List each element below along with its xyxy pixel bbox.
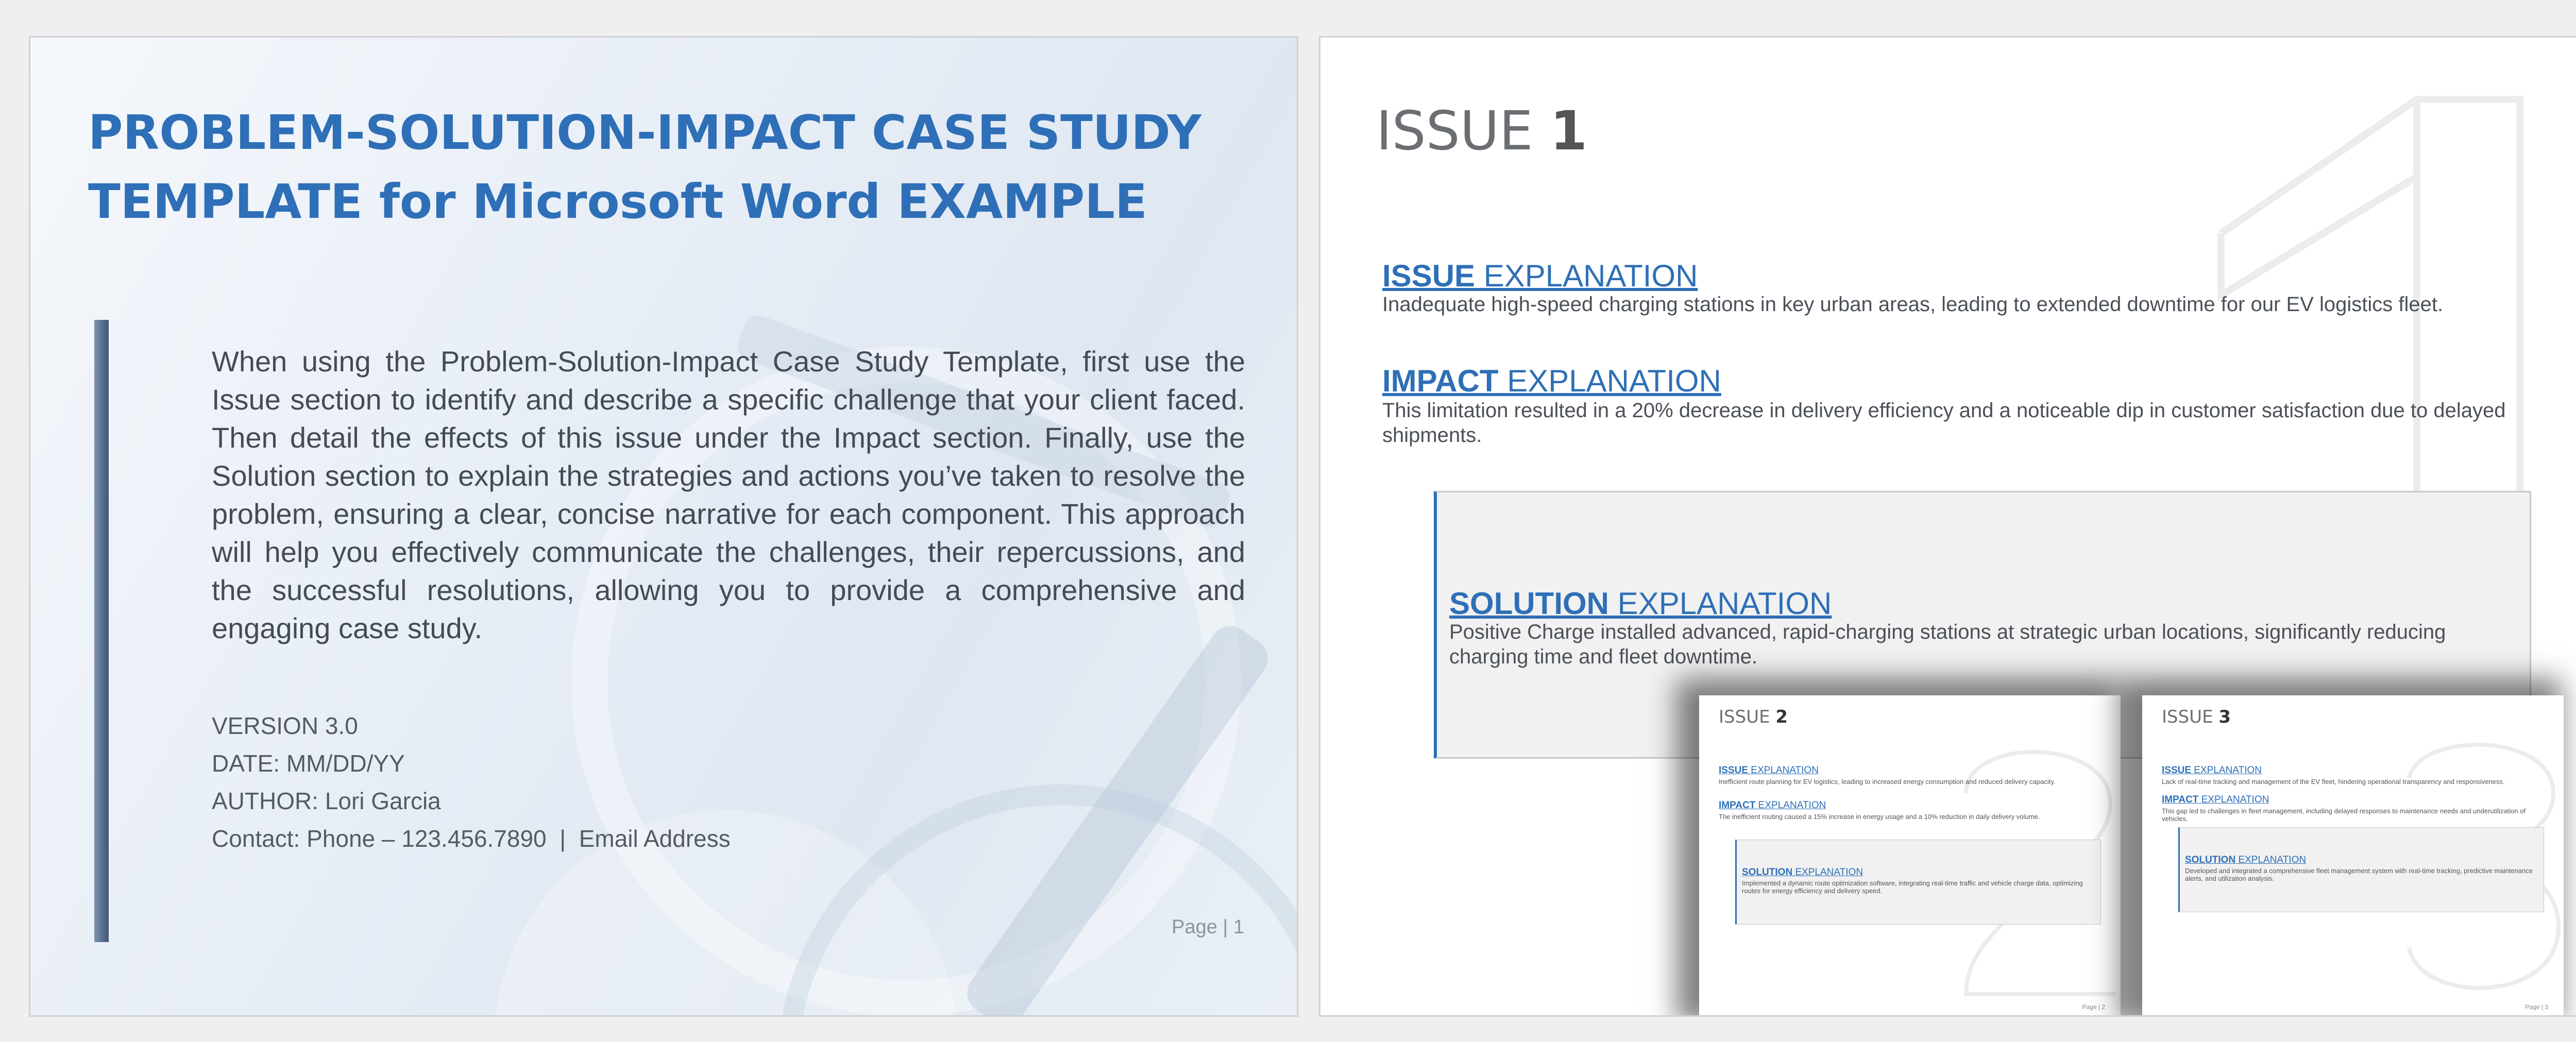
thumb-impact-rest: EXPLANATION [1755, 800, 1826, 811]
thumb-impact-explanation-heading [1719, 800, 1826, 811]
thumb-issue-number: 3 [2218, 707, 2231, 727]
thumb-solution-explanation-text: Developed and integrated a comprehensive fleet management system with real-time tracking, predictive maintenance alerts, and utilization analysis. [2185, 867, 2533, 882]
thumb-impact-bold: IMPACT [2162, 794, 2199, 805]
thumb-issue-heading [2162, 707, 2231, 727]
issue-heading [1376, 99, 1587, 162]
thumb-impact-explanation-text: This gap led to challenges in fleet management, including delayed responses to maintenance needs and underutilization of vehicles. [2162, 807, 2526, 823]
issue-rest: EXPLANATION [1475, 259, 1698, 293]
thumb-page-number: Page | 2 [2082, 1003, 2105, 1011]
issue-heading-label: ISSUE [1376, 99, 1533, 162]
thumb-solution-box [2178, 827, 2544, 912]
cover-title-line1: PROBLEM-SOLUTION-IMPACT CASE STUDY [88, 105, 1201, 160]
thumb-impact-explanation-heading [2162, 794, 2269, 806]
issue-bold: ISSUE [1382, 259, 1476, 293]
thumb-issue-explanation-text: Lack of real-time tracking and management of the EV fleet, hindering operational transparency and responsiveness. [2162, 778, 2505, 785]
thumb-issue-explanation-heading [2162, 765, 2262, 776]
thumb-solution-explanation-text: Implemented a dynamic route optimization software, integrating real-time traffic and vehicle charge data, optimizing routes for energy efficiency and delivery speed. [1742, 879, 2083, 895]
thumb-issue-bold: ISSUE [2162, 765, 2192, 776]
thumb-issue-label: ISSUE [1719, 707, 1770, 727]
thumb-impact-rest: EXPLANATION [2198, 794, 2269, 805]
contact: Contact: Phone – 123.456.7890 | Email Address [212, 825, 731, 852]
thumbnail-issue-2 [1699, 695, 2121, 1017]
accent-bar [94, 320, 109, 942]
thumb-impact-explanation-text: The inefficient routing caused a 15% increase in energy usage and a 10% reduction in daily delivery volume. [1719, 813, 2040, 821]
thumb-solution-rest: EXPLANATION [2235, 855, 2307, 865]
thumb-solution-bold: SOLUTION [1742, 867, 1793, 878]
impact-explanation-heading [1382, 363, 1721, 399]
thumb-issue-bold: ISSUE [1719, 765, 1749, 776]
cover-title-line2: TEMPLATE for Microsoft Word EXAMPLE [88, 174, 1147, 229]
cover-title [88, 98, 1222, 236]
thumb-issue-explanation-text: Inefficient route planning for EV logistics, leading to increased energy consumption and reduced delivery capacity. [1719, 778, 2056, 785]
solution-rest: EXPLANATION [1609, 586, 1832, 621]
impact-rest: EXPLANATION [1498, 364, 1721, 398]
issue-heading-number: 1 [1550, 99, 1587, 162]
thumb-solution-bold: SOLUTION [2185, 855, 2236, 865]
page-number: Page | 1 [1172, 916, 1244, 938]
impact-bold: IMPACT [1382, 364, 1499, 398]
thumb-issue-label: ISSUE [2162, 707, 2213, 727]
issue-page [1319, 36, 2576, 1017]
issue-explanation-text: Inadequate high-speed charging stations in key urban areas, leading to extended downtime for our EV logistics fleet. [1382, 293, 2444, 316]
cover-description: When using the Problem-Solution-Impact Case Study Template, first use the Issue section to identify and describe a specific challenge that your client faced. Then detail the effects of this issue under the Impact section. Finally, use the Solution section to explain the strategies and actions you’ve taken to resolve the problem, ensuring a clear, concise narrative for each component. This approach will help you effectively communicate the challenges, their repercussions, and the successful resolutions, allowing you to provide a comprehensive and engaging case study. [212, 345, 1245, 644]
thumb-impact-bold: IMPACT [1719, 800, 1756, 811]
thumb-solution-explanation-heading [1742, 867, 1863, 878]
thumb-issue-explanation-heading [1719, 765, 1819, 776]
document-meta [212, 707, 1191, 858]
date: DATE: MM/DD/YY [212, 750, 405, 777]
impact-explanation-text: This limitation resulted in a 20% decrease in delivery efficiency and a noticeable dip in customer satisfaction due to delayed shipments. [1382, 399, 2506, 447]
author: AUTHOR: Lori Garcia [212, 788, 441, 814]
thumb-issue-rest: EXPLANATION [2191, 765, 2262, 776]
thumb-solution-box [1735, 840, 2101, 925]
thumb-page-number: Page | 3 [2525, 1003, 2548, 1011]
thumb-issue-number: 2 [1775, 707, 1788, 727]
thumb-issue-rest: EXPLANATION [1748, 765, 1819, 776]
thumb-solution-explanation-heading [2185, 855, 2306, 866]
issue-explanation-heading [1382, 258, 1698, 294]
thumb-solution-rest: EXPLANATION [1792, 867, 1863, 878]
cover-page [29, 36, 1298, 1017]
version: VERSION 3.0 [212, 712, 358, 739]
thumbnail-issue-3 [2142, 695, 2564, 1017]
thumb-issue-heading [1719, 707, 1788, 727]
solution-explanation-heading [1449, 586, 1832, 621]
solution-explanation-text: Positive Charge installed advanced, rapid-charging stations at strategic urban locations, significantly reducing charging time and fleet downtime. [1449, 621, 2446, 668]
solution-bold: SOLUTION [1449, 586, 1609, 621]
